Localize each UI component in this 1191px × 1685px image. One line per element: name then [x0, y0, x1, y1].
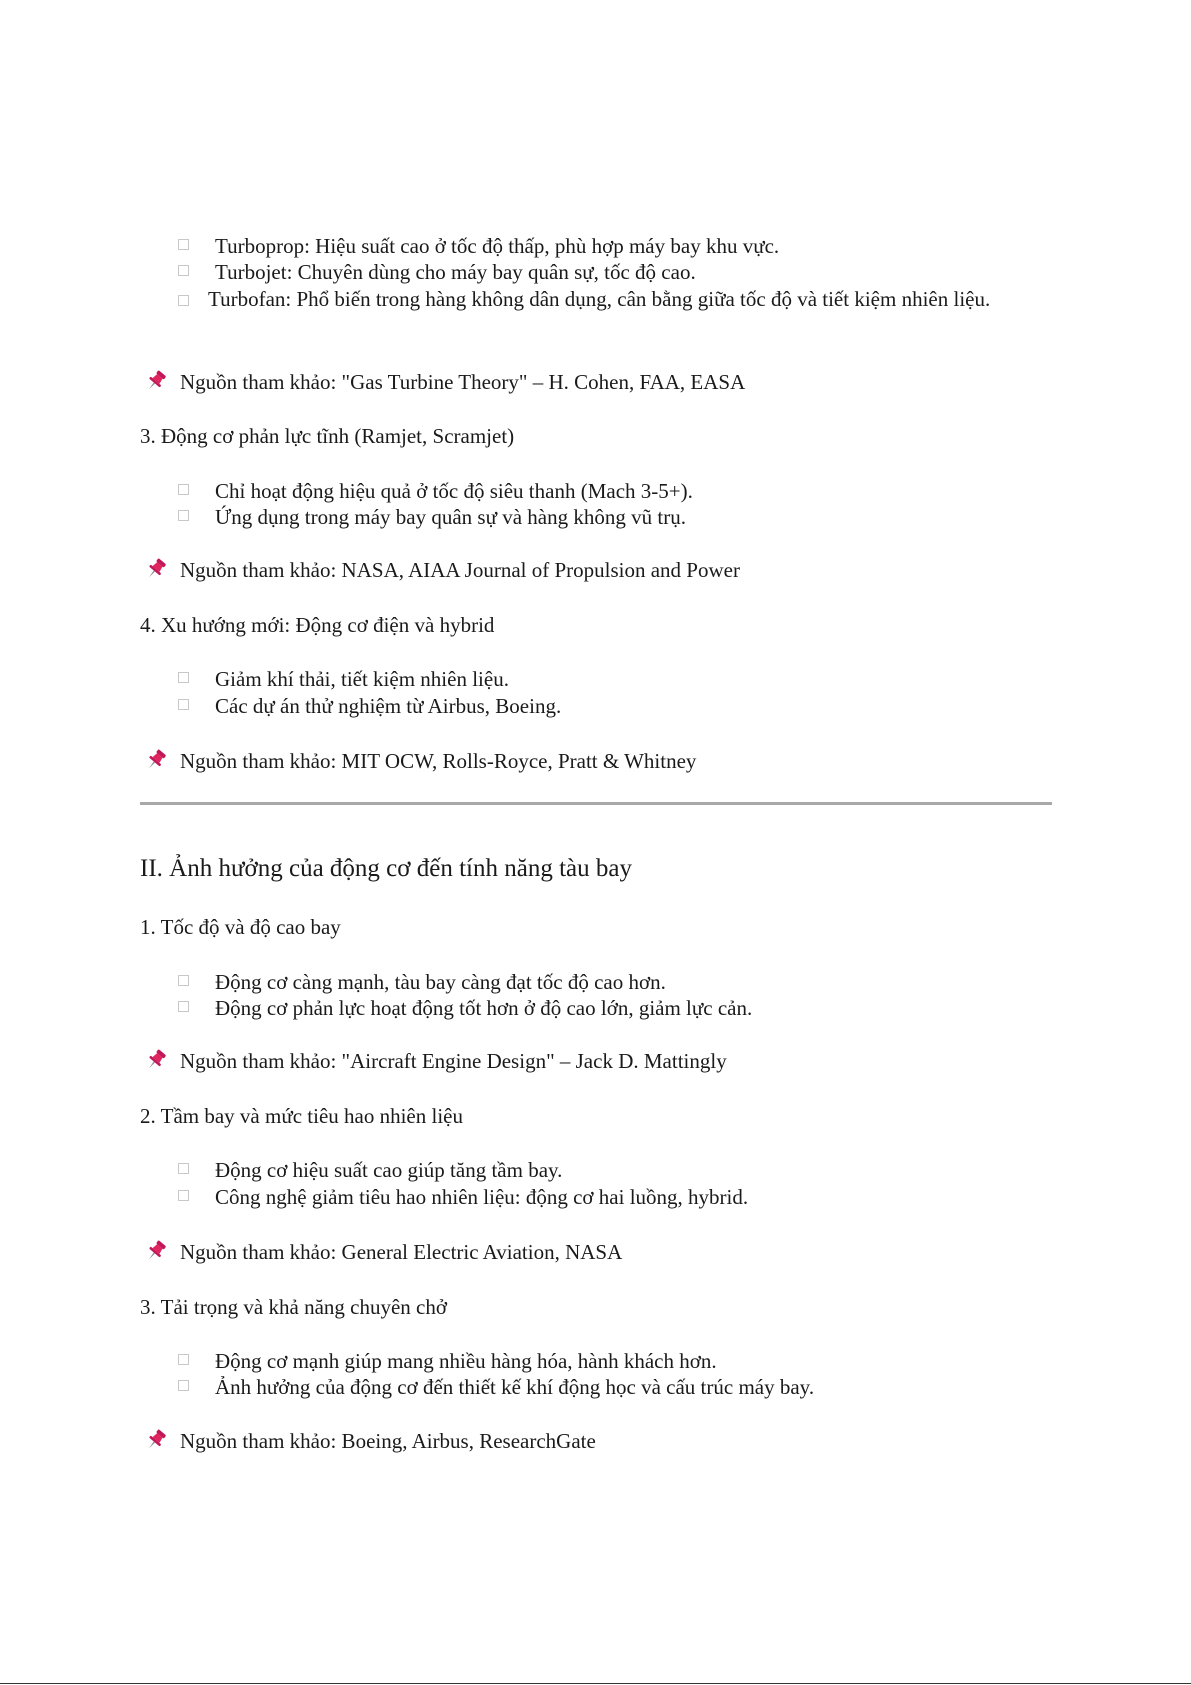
checkbox-icon: [178, 699, 189, 710]
reference-note: Nguồn tham khảo: General Electric Aviation, NASA: [144, 1239, 622, 1265]
list-item: Động cơ phản lực hoạt động tốt hơn ở độ cao lớn, giảm lực cản.: [178, 995, 752, 1021]
list-item: Ảnh hưởng của động cơ đến thiết kế khí động học và cấu trúc máy bay.: [178, 1374, 814, 1400]
list-item: Động cơ hiệu suất cao giúp tăng tầm bay.: [178, 1157, 562, 1183]
list-item: Giảm khí thải, tiết kiệm nhiên liệu.: [178, 666, 509, 692]
part-heading: II. Ảnh hưởng của động cơ đến tính năng tàu bay: [140, 855, 632, 882]
section-heading: 2. Tầm bay và mức tiêu hao nhiên liệu: [140, 1104, 463, 1128]
checkbox-icon: [178, 239, 189, 250]
list-item: Chỉ hoạt động hiệu quả ở tốc độ siêu thanh (Mach 3-5+).: [178, 478, 693, 504]
checkbox-icon: [178, 295, 189, 306]
list-item: Động cơ càng mạnh, tàu bay càng đạt tốc độ cao hơn.: [178, 969, 666, 995]
checkbox-icon: [178, 1163, 189, 1174]
section-heading: 4. Xu hướng mới: Động cơ điện và hybrid: [140, 613, 495, 637]
checkbox-icon: [178, 975, 189, 986]
checkbox-icon: [178, 1354, 189, 1365]
checkbox-icon: [178, 672, 189, 683]
horizontal-divider: [140, 802, 1052, 805]
list-item: Ứng dụng trong máy bay quân sự và hàng không vũ trụ.: [178, 504, 686, 530]
checkbox-icon: [178, 1001, 189, 1012]
list-item: Động cơ mạnh giúp mang nhiều hàng hóa, hành khách hơn.: [178, 1348, 717, 1374]
pushpin-icon: [144, 1048, 168, 1072]
checkbox-icon: [178, 1190, 189, 1201]
reference-note: Nguồn tham khảo: "Aircraft Engine Design" – Jack D. Mattingly: [144, 1048, 727, 1074]
section-heading: 1. Tốc độ và độ cao bay: [140, 915, 341, 939]
list-item: Công nghệ giảm tiêu hao nhiên liệu: động cơ hai luồng, hybrid.: [178, 1184, 748, 1210]
reference-note: Nguồn tham khảo: Boeing, Airbus, ResearchGate: [144, 1428, 596, 1454]
reference-note: Nguồn tham khảo: MIT OCW, Rolls-Royce, Pratt & Whitney: [144, 748, 696, 774]
pushpin-icon: [144, 748, 168, 772]
pushpin-icon: [144, 1428, 168, 1452]
pushpin-icon: [144, 369, 168, 393]
section-heading: 3. Động cơ phản lực tĩnh (Ramjet, Scramjet): [140, 424, 515, 448]
reference-note: Nguồn tham khảo: "Gas Turbine Theory" – H. Cohen, FAA, EASA: [144, 369, 745, 395]
checkbox-icon: [178, 1380, 189, 1391]
pushpin-icon: [144, 557, 168, 581]
checkbox-icon: [178, 510, 189, 521]
reference-note: Nguồn tham khảo: NASA, AIAA Journal of Propulsion and Power: [144, 557, 740, 583]
list-item: Turboprop: Hiệu suất cao ở tốc độ thấp, phù hợp máy bay khu vực.: [178, 233, 779, 259]
checkbox-icon: [178, 265, 189, 276]
section-heading: 3. Tải trọng và khả năng chuyên chở: [140, 1295, 447, 1319]
page-bottom-edge: [0, 1683, 1191, 1684]
list-item: Các dự án thử nghiệm từ Airbus, Boeing.: [178, 693, 561, 719]
list-item: Turbofan: Phổ biến trong hàng không dân dụng, cân bằng giữa tốc độ và tiết kiệm nhiên liệu.: [178, 286, 1048, 312]
checkbox-icon: [178, 484, 189, 495]
pushpin-icon: [144, 1239, 168, 1263]
list-item: Turbojet: Chuyên dùng cho máy bay quân sự, tốc độ cao.: [178, 259, 696, 285]
